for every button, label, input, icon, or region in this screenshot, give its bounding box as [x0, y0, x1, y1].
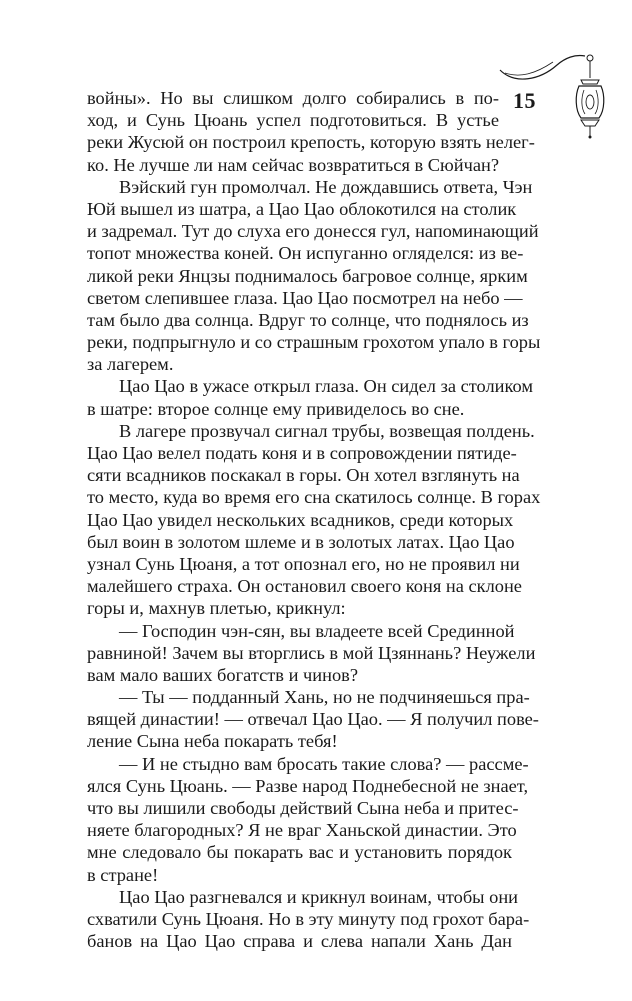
text-line: был воин в золотом шлеме и в золотых латах. Цао Цао	[87, 531, 515, 552]
text-line: Цао Цао разгневался и крикнул воинам, чтобы они	[119, 886, 519, 907]
text-line: горы и, махнув плетью, крикнул:	[87, 598, 346, 619]
text-line: няете благородных? Я не враг Ханьской династии. Это	[87, 820, 517, 841]
text-line: вящей династии! — отвечал Цао Цао. — Я получил пове-	[87, 709, 539, 730]
text-line: Цао Цао увидел нескольких всадников, среди которых	[87, 509, 514, 530]
text-line: там было два солнца. Вдруг то солнце, что поднялось из	[87, 309, 529, 330]
text-line: ко. Не лучше ли нам сейчас возвратиться в Сюйчан?	[87, 154, 500, 175]
text-line: равниной! Зачем вы вторглись в мой Цзяннань? Неужели	[87, 642, 536, 663]
text-line: Цао Цао велел подать коня и в сопровождении пятиде-	[87, 443, 517, 463]
text-line: малейшего страха. Он остановил своего коня на склоне	[87, 576, 522, 597]
text-line: войны». Но вы слишком долго собирались в по-	[87, 88, 499, 108]
text-line: реки Жусюй он построил крепость, которую взять нелег-	[87, 132, 535, 153]
text-line: ликой реки Янцзы поднималось багровое солнце, ярким	[87, 265, 528, 286]
text-line: топот множества коней. Он испуганно огляделся: из ве-	[87, 243, 524, 264]
text-line: — И не стыдно вам бросать такие слова? — рассме-	[119, 753, 529, 774]
text-line: ление Сына неба покарать тебя!	[87, 731, 338, 752]
text-line: банов на Цао Цао справа и слева напали Хань Дан	[87, 931, 512, 952]
text-line: Цао Цао в ужасе открыл глаза. Он сидел за столиком	[119, 376, 534, 397]
text-line: Вэйский гун промолчал. Не дождавшись ответа, Чэн	[119, 176, 533, 197]
text-line: — Ты — подданный Хань, но не подчиняешься пра-	[119, 687, 530, 708]
text-line: узнал Сунь Цюаня, а тот опознал его, но не проявил ни	[87, 553, 520, 574]
text-line: то место, куда во время его сна скатилось солнце. В горах	[87, 487, 541, 508]
text-line: в шатре: второе солнце ему привиделось во сне.	[87, 398, 465, 419]
text-line: ход, и Сунь Цюань успел подготовиться. В устье	[87, 110, 499, 131]
text-line: схватили Сунь Цюаня. Но в эту минуту под грохот бара-	[87, 908, 530, 929]
text-line: что вы лишили свободы действий Сына неба и притес-	[87, 798, 519, 818]
text-line: светом слепившее глаза. Цао Цао посмотрел на небо —	[87, 287, 523, 308]
text-line: и задремал. Тут до слуха его донесся гул, напоминающий	[87, 221, 539, 242]
text-line: мне следовало бы покарать вас и установить порядок	[87, 842, 512, 863]
text-line: реки, подпрыгнуло и со страшным грохотом упало в горы	[87, 332, 541, 353]
text-line: вам мало ваших богатств и чинов?	[87, 664, 358, 685]
page-number: 15	[513, 88, 536, 113]
text-line: В лагере прозвучал сигнал трубы, возвещая полдень.	[119, 420, 535, 441]
text-line: ялся Сунь Цюань. — Разве народ Поднебесной не знает,	[87, 775, 529, 796]
text-line: за лагерем.	[87, 354, 174, 375]
text-line: сяти всадников поскакал в горы. Он хотел взглянуть на	[87, 465, 520, 486]
text-line: Юй вышел из шатра, а Цао Цао облокотился на столик	[87, 198, 517, 219]
text-line: в стране!	[87, 864, 159, 885]
text-line: — Господин чэн-сян, вы владеете всей Срединной	[119, 620, 515, 641]
